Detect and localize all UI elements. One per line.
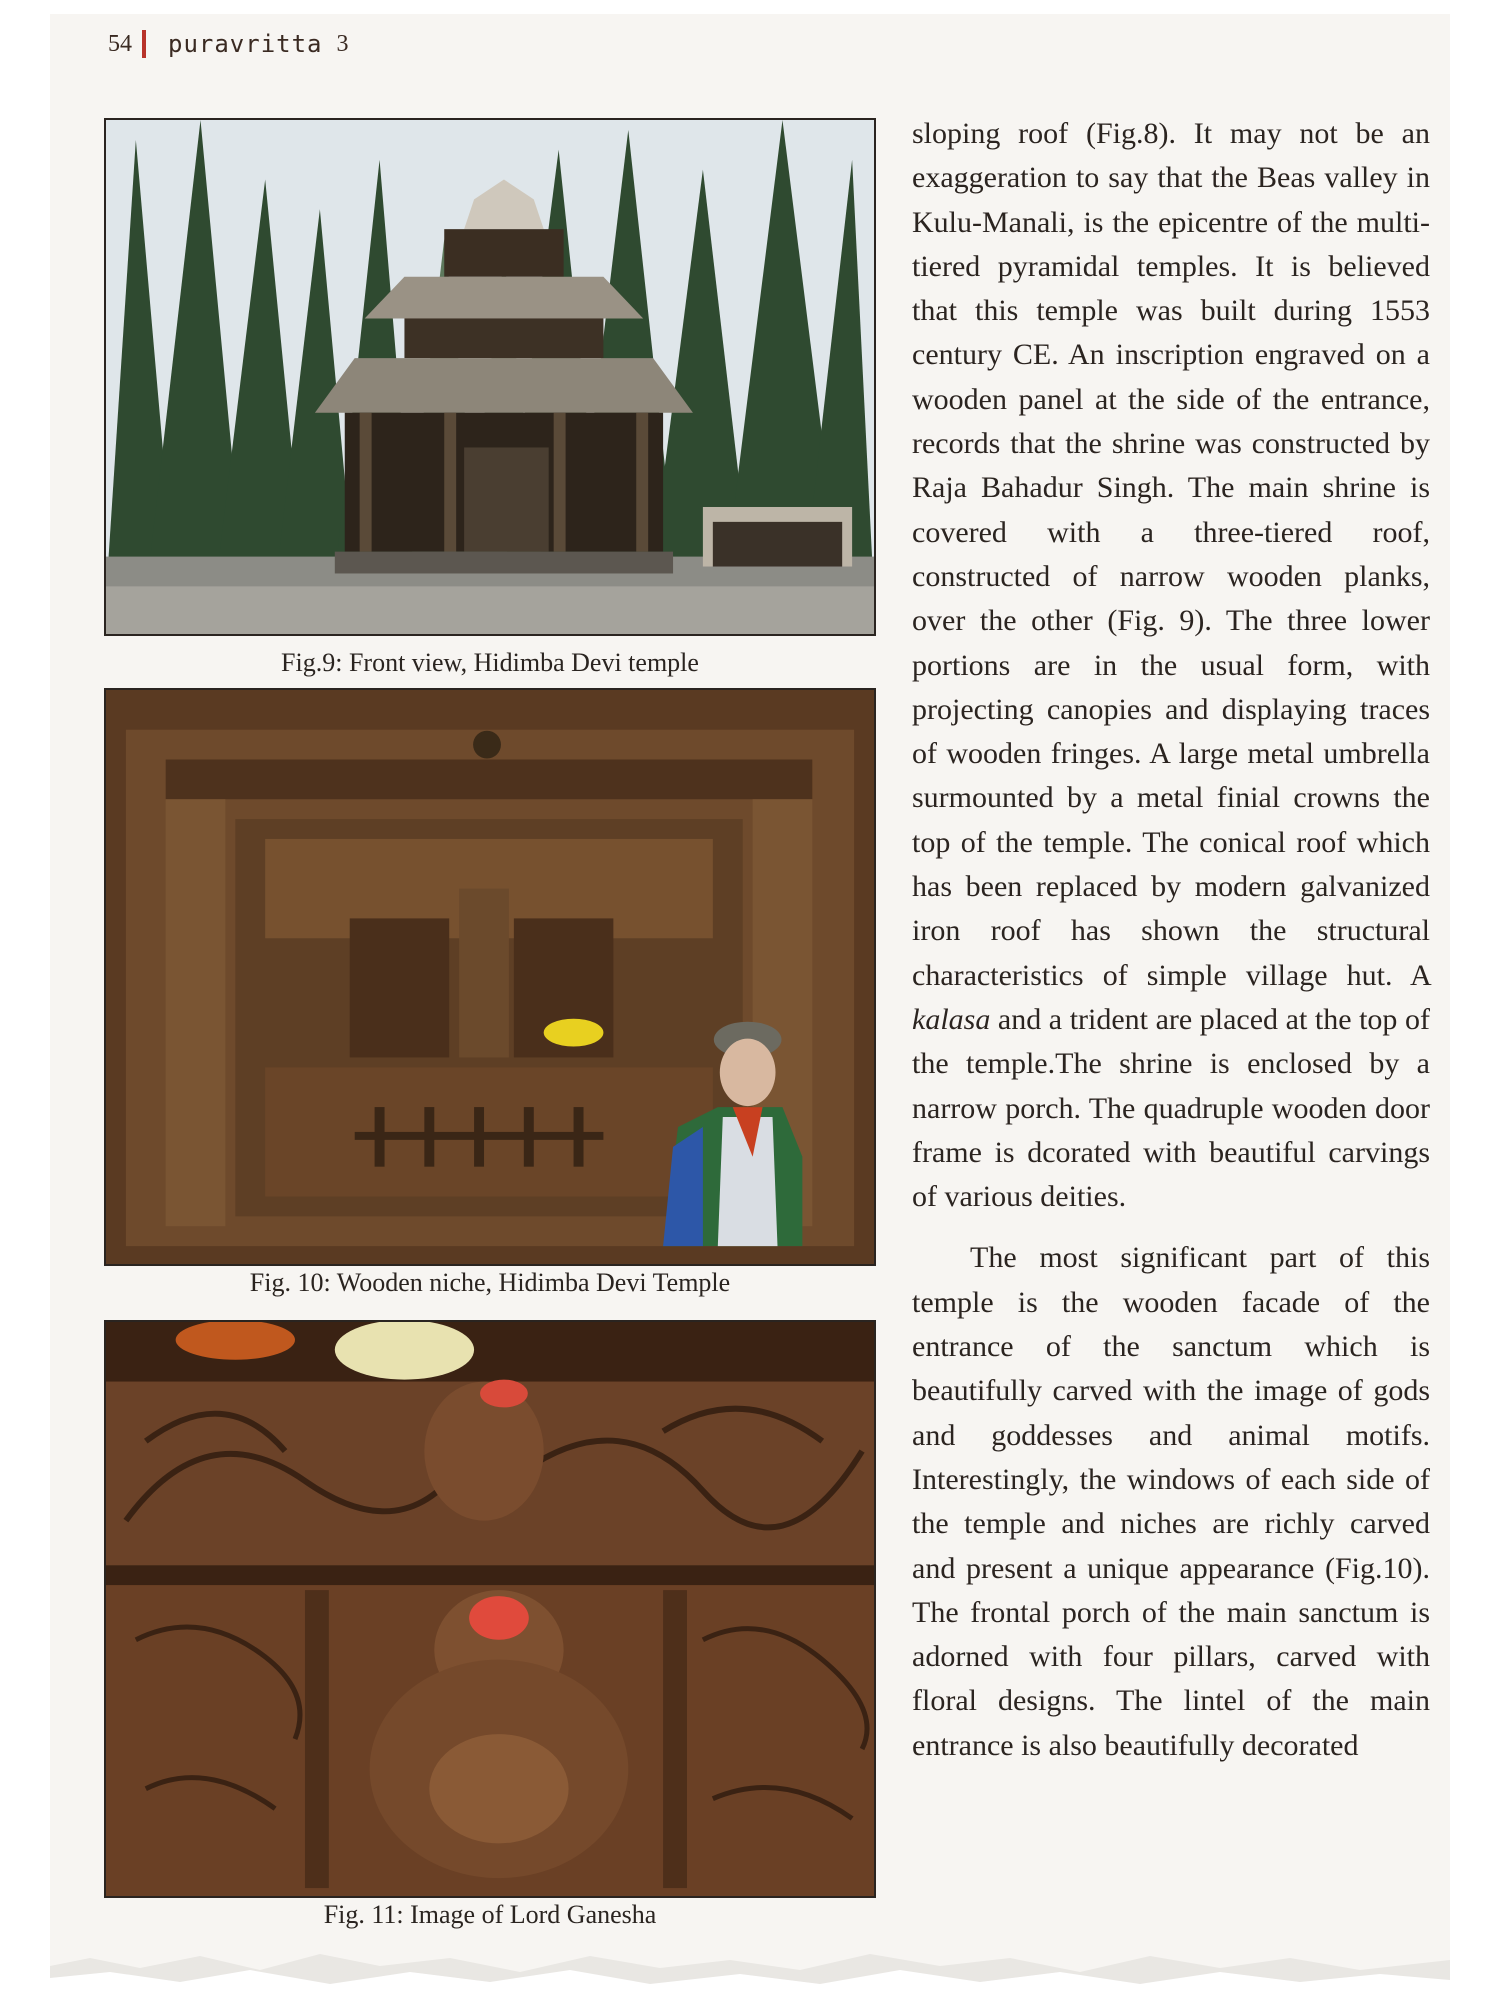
- italic-term: kalasa: [912, 1002, 991, 1036]
- body-text-column: [912, 112, 1430, 1768]
- page-header: [108, 30, 349, 58]
- torn-edge-decoration: [50, 1948, 1450, 2000]
- figure-niche-photo: [104, 688, 876, 1266]
- body-paragraph: The most significant part of this temple is the wooden facade of the entrance of the sanctum which is beautifully carved with the image of gods and goddesses and animal motifs. Interestingly, the windows of each side of the temple and niches are richly carved and present a unique appearance (Fig.10). The frontal porch of the main sanctum is adorned with four pillars, carved with floral designs. The lintel of the main entrance is also beautifully decorated: [912, 1241, 1430, 1762]
- page-number: 54: [108, 30, 132, 57]
- header-divider: [142, 30, 146, 58]
- figure-caption: Fig. 11: Image of Lord Ganesha: [323, 1900, 657, 1929]
- journal-title: puravritta: [168, 30, 323, 58]
- paragraph-text: and a trident are placed at the top of the temple.The shrine is enclosed by a narrow porch. The quadruple wooden door frame is dcorated with beautiful carvings of various deities.: [912, 1002, 1430, 1214]
- figure-caption: Fig.9: Front view, Hidimba Devi temple: [281, 648, 699, 677]
- figure-caption: Fig. 10: Wooden niche, Hidimba Devi Temple: [249, 1268, 731, 1297]
- body-paragraph: [912, 112, 1430, 1219]
- figure-temple-photo: [104, 118, 876, 636]
- paragraph-text: sloping roof (Fig.8). It may not be an exaggeration to say that the Beas valley in Kulu-Manali, is the epicentre of the multi-tiered pyramidal temples. It is believed that this temple was built during 1553 century CE. An inscription engraved on a wooden panel at the side of the entrance, records that the shrine was constructed by Raja Bahadur Singh. The main shrine is covered with a three-tiered roof, constructed of narrow wooden planks, over the other (Fig. 9). The three lower portions are in the usual form, with projecting canopies and displaying traces of wooden fringes. A large metal umbrella surmounted by a metal finial crowns the top of the temple. The conical roof which has been replaced by modern galvanized iron roof has shown the structural characteristics of simple village hut. A: [912, 117, 1430, 992]
- issue-number: 3: [336, 30, 349, 57]
- figure-ganesha-photo: [104, 1320, 876, 1898]
